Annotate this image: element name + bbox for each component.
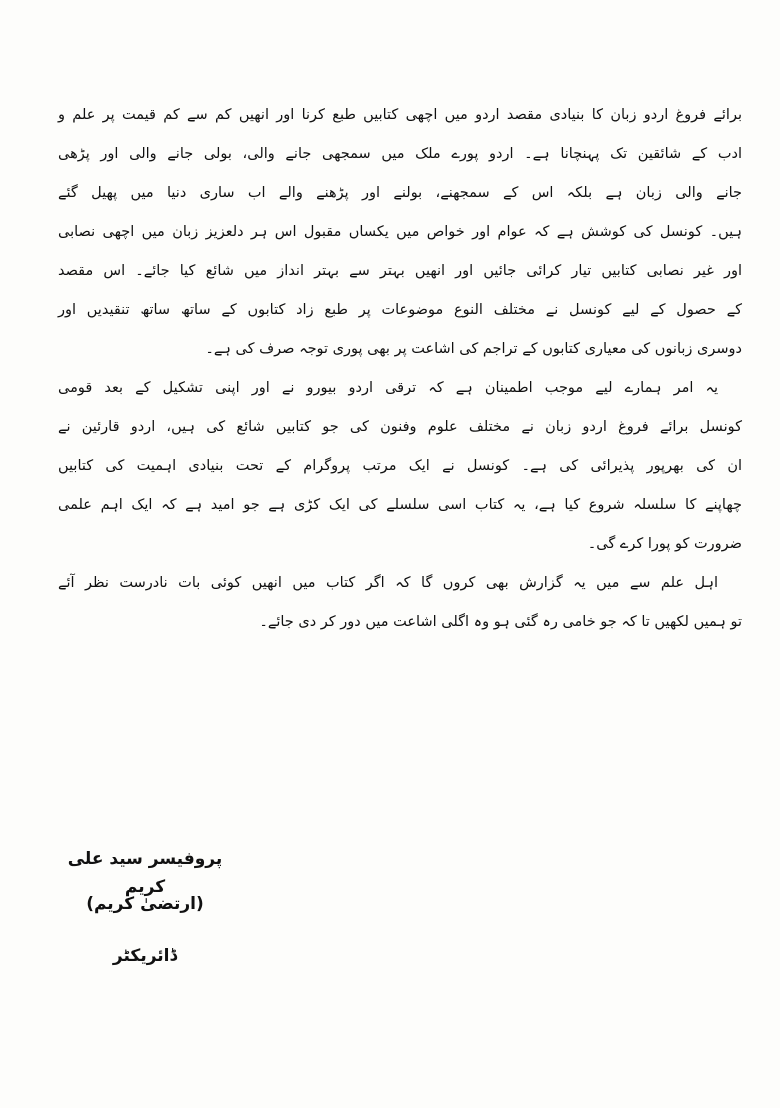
paragraph-1 [58,102,742,362]
text-line: ان کی بھرپور پذیرائی کی ہے۔ کونسل نے ایک مرتب پروگرام کے تحت بنیادی اہمیت کی کتابیں [58,458,742,474]
text-line: تو ہمیں لکھیں تا کہ جو خامی رہ گئی ہو وہ اگلی اشاعت میں دور کر دی جائے۔ [259,614,742,630]
text-line: کے حصول کے لیے کونسل نے مختلف النوع موضوعات پر طبع زاد کتابوں کے ساتھ ساتھ تنقیدیں اور [58,302,742,318]
body-text [58,102,742,648]
paragraph-3 [58,570,742,635]
text-line: کونسل برائے فروغ اردو زبان نے مختلف علوم وفنون کی جو کتابیں شائع کی ہیں، اردو قارئین نے [58,419,742,435]
signature-title: ڈائریکٹر [112,946,178,966]
text-line: یہ امر ہمارے لیے موجب اطمینان ہے کہ ترقی اردو بیورو نے اور اپنی تشکیل کے بعد قومی [58,380,718,396]
text-line: دوسری زبانوں کی معیاری کتابوں کے تراجم کی اشاعت پر بھی پوری توجہ صرف کی ہے۔ [205,341,742,357]
text-line: برائے فروغ اردو زبان کا بنیادی مقصد اردو میں اچھی کتابیں طبع کرنا اور انھیں کم سے کم قیمت پر علم و [58,107,742,123]
paragraph-2 [58,375,742,557]
text-line: جانے والی زبان ہے بلکہ اس کے سمجھنے، بولنے اور پڑھنے والے اب ساری دنیا میں پھیل گئے [58,185,742,201]
signature-name: پروفیسر سید علی کریم [67,849,223,897]
text-line: چھاپنے کا سلسلہ شروع کیا ہے، یہ کتاب اسی سلسلے کی ایک کڑی ہے جو امید ہے کہ ایک اہم علمی [58,497,742,513]
text-line: ادب کے شائقین تک پہنچانا ہے۔ اردو پورے ملک میں سمجھی جانے والی، بولی جانے والی اور پڑھی [58,146,742,162]
text-line: ہیں۔ کونسل کی کوشش ہے کہ عوام اور خواص میں یکساں مقبول اس ہر دلعزیز زبان میں اچھی نصابی [58,224,742,240]
signature-alias: (ارتضیٰ کریم) [86,894,204,914]
text-line: اور غیر نصابی کتابیں تیار کرائی جائیں اور انھیں بہتر سے بہتر انداز میں شائع کیا جائے۔ اس مقصد [58,263,742,279]
text-line: اہل علم سے میں یہ گزارش بھی کروں گا کہ اگر کتاب میں انھیں کوئی بات نادرست نظر آئے [58,575,718,591]
text-line: ضرورت کو پورا کرے گی۔ [587,536,742,552]
